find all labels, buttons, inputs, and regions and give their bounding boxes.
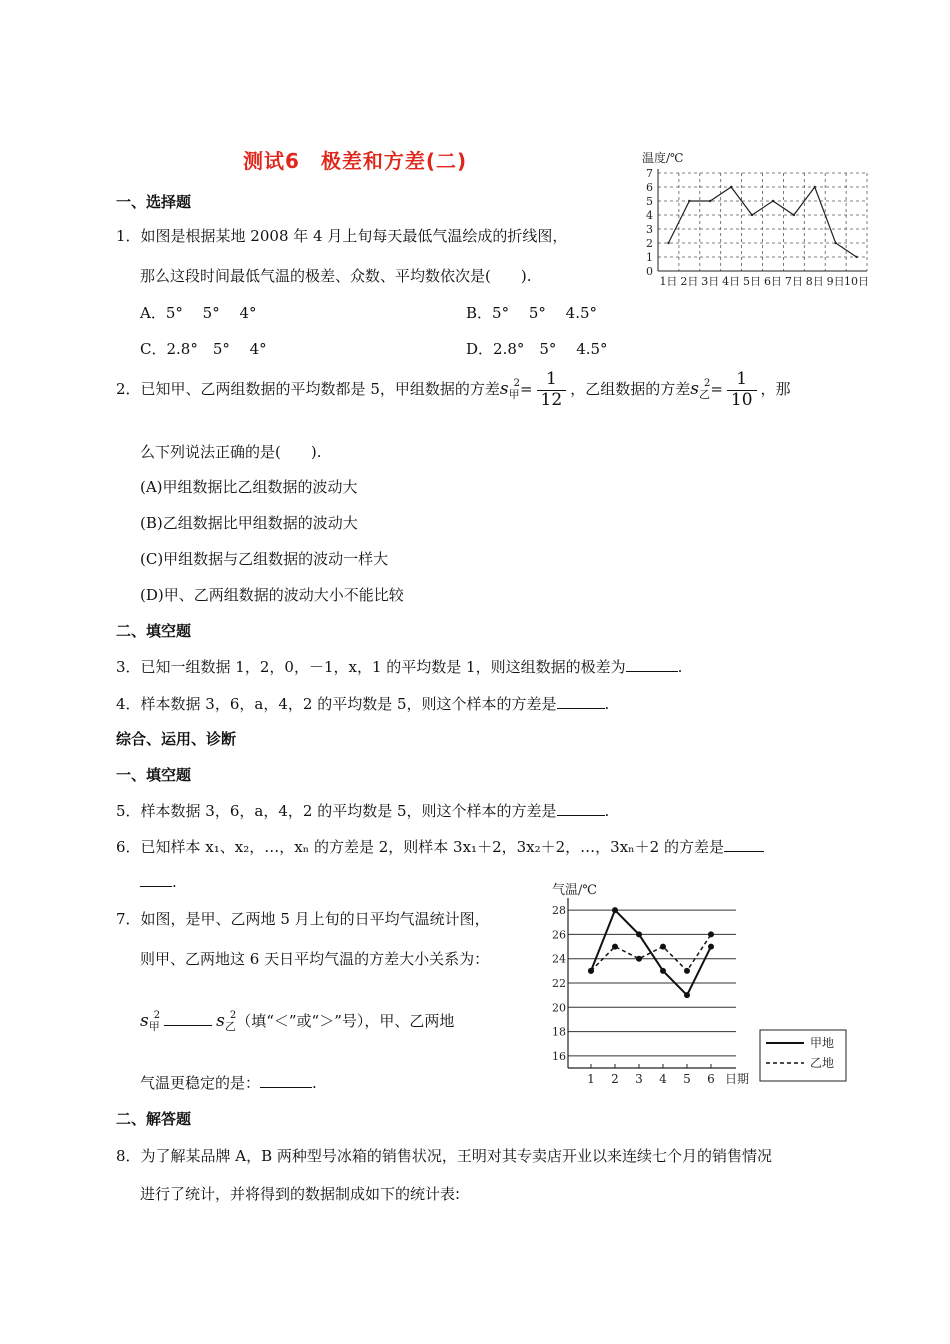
chart-y-axis-label: 气温/℃ [552, 883, 597, 898]
question-1-option-c: C．2.8° 5° 4° [140, 340, 267, 358]
x-tick-label: 4 [659, 1072, 667, 1086]
y-tick-label: 4 [646, 209, 653, 222]
section-heading-fill: 二、填空题 [116, 622, 192, 640]
question-6-line1: 6．已知样本 x₁、x₂，…，xₙ 的方差是 2，则样本 3x₁＋2，3x₂＋2，…，3xₙ＋2 的方差是 [116, 836, 764, 857]
y-tick-label: 16 [552, 1049, 566, 1063]
series-line-jia [591, 910, 711, 995]
variance-symbol-jia: $s_甲^2$ [140, 1010, 161, 1033]
y-tick-label: 18 [552, 1025, 566, 1039]
data-point [730, 186, 732, 188]
answer-blank[interactable] [626, 657, 678, 672]
y-tick-label: 24 [552, 952, 566, 966]
answer-blank[interactable] [260, 1073, 312, 1088]
y-tick-label: 3 [646, 223, 653, 236]
variance-symbol-yi: $s_乙^2$ [690, 378, 711, 402]
y-tick-label: 28 [552, 904, 566, 918]
question-5: 5．样本数据 3，6，a，4，2 的平均数是 5，则这个样本的方差是 . [116, 802, 610, 820]
question-7-line1: 7．如图，是甲、乙两地 5 月上旬的日平均气温统计图， [116, 910, 490, 928]
y-tick-label: 0 [646, 265, 653, 278]
x-tick-label: 6 [707, 1072, 715, 1086]
data-point [588, 968, 594, 974]
x-tick-label: 5 [683, 1072, 691, 1086]
question-2-text-b: ，乙组数据的方差 [570, 380, 691, 399]
x-tick-label: 6日 [763, 275, 782, 288]
y-tick-label: 26 [552, 928, 566, 942]
answer-blank[interactable] [724, 837, 764, 852]
data-point [855, 256, 857, 258]
x-tick-label: 9日 [826, 275, 845, 288]
data-point [636, 931, 642, 937]
x-tick-label: 2日 [680, 275, 699, 288]
x-tick-label: 3日 [701, 275, 720, 288]
question-2-text-a: 2．已知甲、乙两组数据的平均数都是 5，甲组数据的方差 [116, 380, 500, 399]
page-title: 测试6 极差和方差(二) [243, 149, 468, 173]
y-tick-label: 5 [646, 195, 653, 208]
data-point [834, 242, 836, 244]
section-heading-solve: 二、解答题 [116, 1110, 192, 1128]
question-4: 4．样本数据 3，6，a，4，2 的平均数是 5，则这个样本的方差是 . [116, 695, 610, 713]
answer-blank[interactable] [557, 694, 605, 709]
question-2-option-b: (B)乙组数据比甲组数据的波动大 [140, 514, 358, 532]
data-point [660, 968, 666, 974]
x-tick-label: 1日 [659, 275, 678, 288]
data-point [636, 956, 642, 962]
data-point [708, 931, 714, 937]
question-2-line2: 么下列说法正确的是( ). [140, 443, 322, 461]
data-point [684, 992, 690, 998]
question-6-line2: . [140, 872, 177, 891]
y-tick-label: 20 [552, 1001, 566, 1015]
data-point [612, 907, 618, 913]
x-tick-label: 2 [611, 1072, 619, 1086]
section-heading-fill-2: 一、填空题 [116, 766, 192, 784]
x-tick-label: 4日 [722, 275, 741, 288]
x-tick-label: 7日 [784, 275, 803, 288]
question-7-line3: $s_甲^2$ $s_乙^2$（填“＜”或“＞”号），甲、乙两地 [140, 1010, 455, 1033]
question-3: 3．已知一组数据 1，2，0，－1，x，1 的平均数是 1，则这组数据的极差为 . [116, 658, 683, 676]
variance-symbol-jia: $s_甲^2$ [499, 378, 520, 402]
y-tick-label: 7 [646, 167, 653, 180]
question-1-line2: 那么这段时间最低气温的极差、众数、平均数依次是( ). [140, 267, 532, 285]
question-7-line2: 则甲、乙两地这 6 天日平均气温的方差大小关系为： [140, 950, 490, 968]
variance-symbol-yi: $s_乙^2$ [216, 1010, 237, 1033]
y-tick-label: 1 [646, 251, 653, 264]
answer-blank[interactable] [164, 1011, 212, 1026]
legend-label: 乙地 [810, 1056, 835, 1070]
question-2-option-d: (D)甲、乙两组数据的波动大小不能比较 [140, 586, 404, 604]
data-point [751, 214, 753, 216]
question-1-option-d: D．2.8° 5° 4.5° [466, 340, 608, 358]
data-point [688, 200, 690, 202]
question-8-line2: 进行了统计，并将得到的数据制成如下的统计表: [140, 1185, 461, 1203]
question-1-line1: 1．如图是根据某地 2008 年 4 月上旬每天最低气温绘成的折线图， [116, 227, 568, 245]
y-tick-label: 22 [552, 977, 566, 990]
data-point [772, 200, 774, 202]
data-point [684, 968, 690, 974]
data-point [814, 186, 816, 188]
temperature-line-chart [632, 145, 877, 290]
section-heading-choice: 一、选择题 [116, 193, 192, 211]
equals-sign: = [519, 380, 533, 399]
x-tick-label: 5日 [743, 275, 762, 288]
question-7-line4: 气温更稳定的是： . [140, 1074, 317, 1092]
question-1-option-a: A．5° 5° 4° [140, 304, 257, 322]
x-tick-label: 8日 [805, 275, 824, 288]
question-2-option-a: (A)甲组数据比乙组数据的波动大 [140, 478, 358, 496]
x-tick-label: 1 [587, 1072, 595, 1086]
data-point [708, 944, 714, 950]
chart-y-axis-label: 温度/℃ [642, 151, 684, 165]
fraction-one-twelfth: $\frac{1}{12}$ [537, 370, 567, 410]
two-city-temperature-chart [548, 878, 850, 1088]
question-1-option-b: B．5° 5° 4.5° [466, 304, 598, 322]
y-tick-label: 6 [646, 181, 653, 194]
fraction-one-tenth: $\frac{1}{10}$ [727, 370, 757, 410]
answer-blank[interactable] [557, 801, 605, 816]
x-tick-label: 3 [635, 1072, 643, 1086]
y-tick-label: 2 [646, 237, 653, 250]
legend-label: 甲地 [810, 1036, 835, 1050]
data-point [667, 242, 669, 244]
answer-blank[interactable] [140, 872, 172, 887]
data-point [612, 944, 618, 950]
question-2-line1: 2．已知甲、乙两组数据的平均数都是 5，甲组数据的方差$s_甲^2=$ $\frac{1}{12}$ ，乙组数据的方差$s_乙^2=$ $\frac{1}{10}$ ，那 [116, 369, 791, 410]
question-2-option-c: (C)甲组数据与乙组数据的波动一样大 [140, 550, 389, 568]
data-point [660, 944, 666, 950]
question-8-line1: 8．为了解某品牌 A，B 两种型号冰箱的销售状况，王明对其专卖店开业以来连续七个月的销售情况 [116, 1147, 772, 1165]
chart-x-axis-label: 日期 [725, 1072, 750, 1086]
question-2-text-c: ，那 [760, 380, 791, 399]
x-tick-label: 10日 [844, 275, 870, 288]
data-point [709, 200, 711, 202]
data-point [793, 214, 795, 216]
section-heading-comprehensive: 综合、运用、诊断 [116, 730, 237, 748]
